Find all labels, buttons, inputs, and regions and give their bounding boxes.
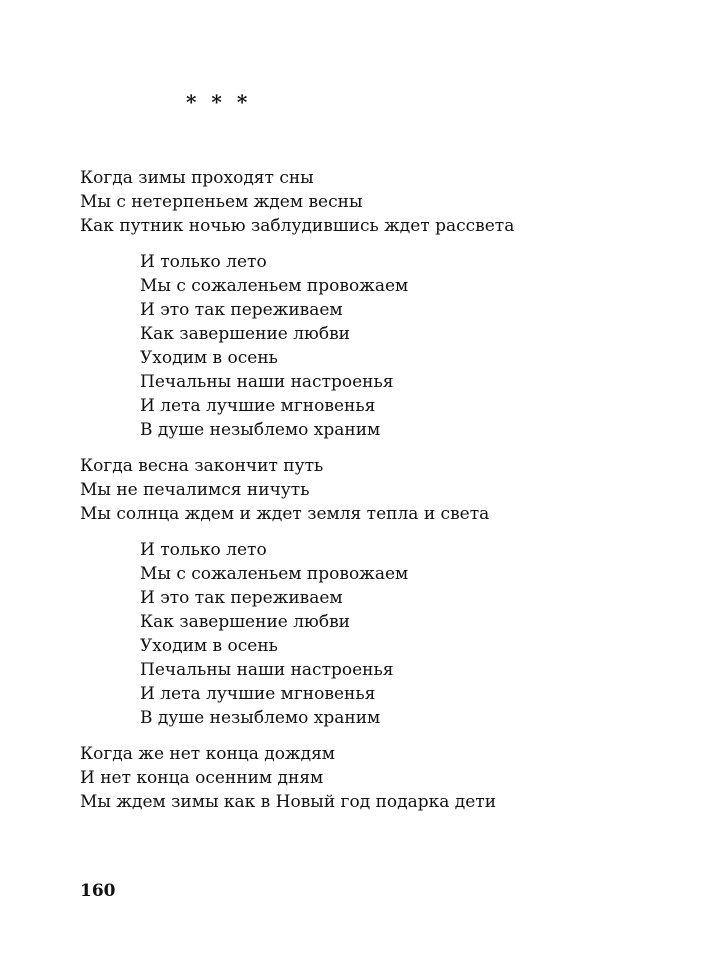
poem-line: И только лето [140,252,267,272]
poem-line: Мы солнца ждем и ждет земля тепла и света [80,504,490,524]
poem-line: Печальны наши настроенья [140,660,394,680]
poem-line: И это так переживаем [140,300,343,320]
section-separator: * * * [186,90,252,114]
poem-line: И это так переживаем [140,588,343,608]
stanza-chorus-2 [80,538,680,730]
poem-line: Когда зимы проходят сны [80,168,314,188]
stanza-verse-3 [80,742,680,814]
poem-line: Как завершение любви [140,612,350,632]
poem-line: Мы с сожаленьем провожаем [140,276,409,296]
stanza-verse-1 [80,166,680,238]
poem-line: И нет конца осенним дням [80,768,324,788]
poem [80,166,680,826]
stanza-chorus-1 [80,250,680,442]
poem-line: Когда весна закончит путь [80,456,324,476]
page-number: 160 [80,881,116,901]
poem-line: Мы с нетерпеньем ждем весны [80,192,363,212]
poem-line: Мы с сожаленьем провожаем [140,564,409,584]
poem-line: Мы не печалимся ничуть [80,480,310,500]
poem-line: И только лето [140,540,267,560]
poem-line: Мы ждем зимы как в Новый год подарка дети [80,792,497,812]
poem-line: Когда же нет конца дождям [80,744,336,764]
stanza-verse-2 [80,454,680,526]
poem-line: Как завершение любви [140,324,350,344]
poem-line: В душе незыблемо храним [140,420,381,440]
poem-line: Уходим в осень [140,348,278,368]
poem-line: И лета лучшие мгновенья [140,396,376,416]
poem-line: И лета лучшие мгновенья [140,684,376,704]
poem-line: Уходим в осень [140,636,278,656]
poem-line: Печальны наши настроенья [140,372,394,392]
poem-line: Как путник ночью заблудившись ждет рассвета [80,216,515,236]
poem-line: В душе незыблемо храним [140,708,381,728]
